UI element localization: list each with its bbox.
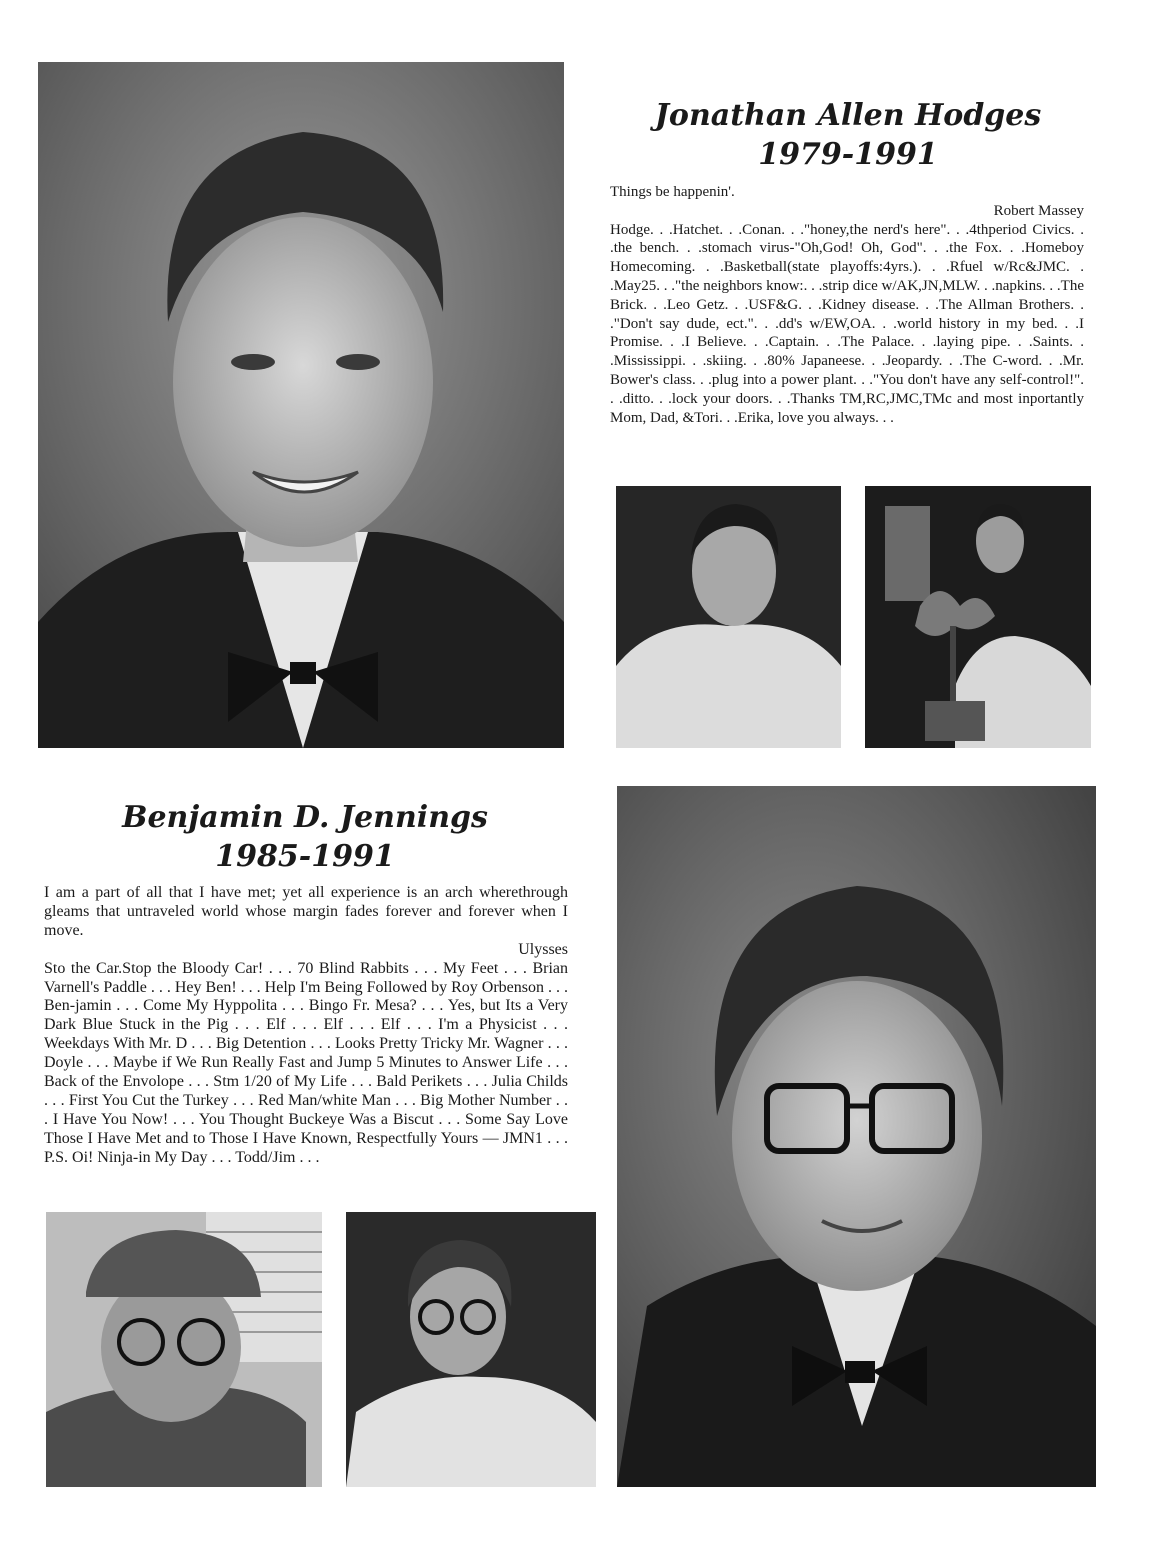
- hodges-senior-text: [610, 183, 1084, 427]
- jennings-memories: Sto the Car.Stop the Bloody Car! . . . 70 Blind Rabbits . . . My Feet . . . Brian Varnell's Paddle . . . Hey Ben! . . . Help I'm Being Followed by Roy Orbenson . . . Ben-jamin . . . Come My Hyppolita . . . Bingo Fr. Mesa? . . . Yes, but Its a Very Dark Blue Stuck in the Pig . . . Elf . . . Elf . . . Elf . . . I'm a Physicist . . . Weekdays With Mr. D . . . Big Detention . . . Looks Pretty Tricky Mr. Wagner . . . Doyle . . . Maybe if We Run Really Fast and Jump 5 Minutes to Answer Life . . . Back of the Envolope . . . Stm 1/20 of My Life . . . Bald Perikets . . . Julia Childs . . . First You Cut the Turkey . . . Red Man/white Man . . . Big Mother Number . . . I Have You Now! . . . You Thought Buckeye Was a Biscut . . . Some Say Love Those I Have Met and to Those I Have Known, Respectfully Yours — JMN1 . . . P.S. Oi! Ninja-in My Day . . . Todd/Jim . . .: [44, 959, 568, 1166]
- hodges-candid-photo-2: [865, 486, 1091, 748]
- jennings-portrait-photo: [617, 786, 1096, 1487]
- hodges-portrait-photo: [38, 62, 564, 748]
- hodges-candid-photo-1: [616, 486, 841, 748]
- jennings-years: 1985-1991: [215, 839, 395, 874]
- jennings-quote-author: Ulysses: [518, 940, 568, 958]
- jennings-candid-photo-1: [46, 1212, 322, 1487]
- hodges-name-heading: [608, 96, 1088, 174]
- hodges-quote: Things be happenin'.: [610, 184, 735, 200]
- hodges-years: 1979-1991: [758, 137, 938, 172]
- hodges-quote-author: Robert Massey: [993, 202, 1084, 219]
- hodges-memories: Hodge. . .Hatchet. . .Conan. . ."honey,the nerd's here". . .4thperiod Civics. . .the bench. . .stomach virus-"Oh,God! Oh, God". . .the Fox. . .Homeboy Homecoming. . .Basketball(state playoffs:4yrs.). . .Rfuel w/Rc&JMC. . .May25. . ."the neighbors know:. . .strip dice w/AK,JN,MLW. . .napkins. . .The Brick. . .Leo Getz. . .USF&G. . .Kidney disease. . .The Allman Brothers. . ."Don't say dude, ect.". . .dd's w/EW,OA. . .world history in my bed. . .I Promise. . .I Believe. . .Captain. . .The Palace. . .laying pipe. . .Saints. . .Mississippi. . .skiing. . .80% Japaneese. . .Jeopardy. . .The C-word. . .Mr. Bower's class. . .plug into a power plant. . ."You don't have any self-control!". . .ditto. . .lock your doors. . .Thanks TM,RC,JMC,TMc and most inportantly Mom, Dad, &Tori. . .Erika, love you always. . .: [610, 221, 1084, 426]
- jennings-quote: I am a part of all that I have met; yet all experience is an arch wherethrough gleams that untraveled world whose margin fades forever and forever when I move.: [44, 884, 568, 939]
- jennings-name: Benjamin D. Jennings: [122, 800, 488, 835]
- jennings-candid-photo-2: [346, 1212, 596, 1487]
- jennings-name-heading: [40, 798, 570, 876]
- hodges-name: Jonathan Allen Hodges: [654, 98, 1042, 133]
- jennings-senior-text: [44, 884, 568, 1168]
